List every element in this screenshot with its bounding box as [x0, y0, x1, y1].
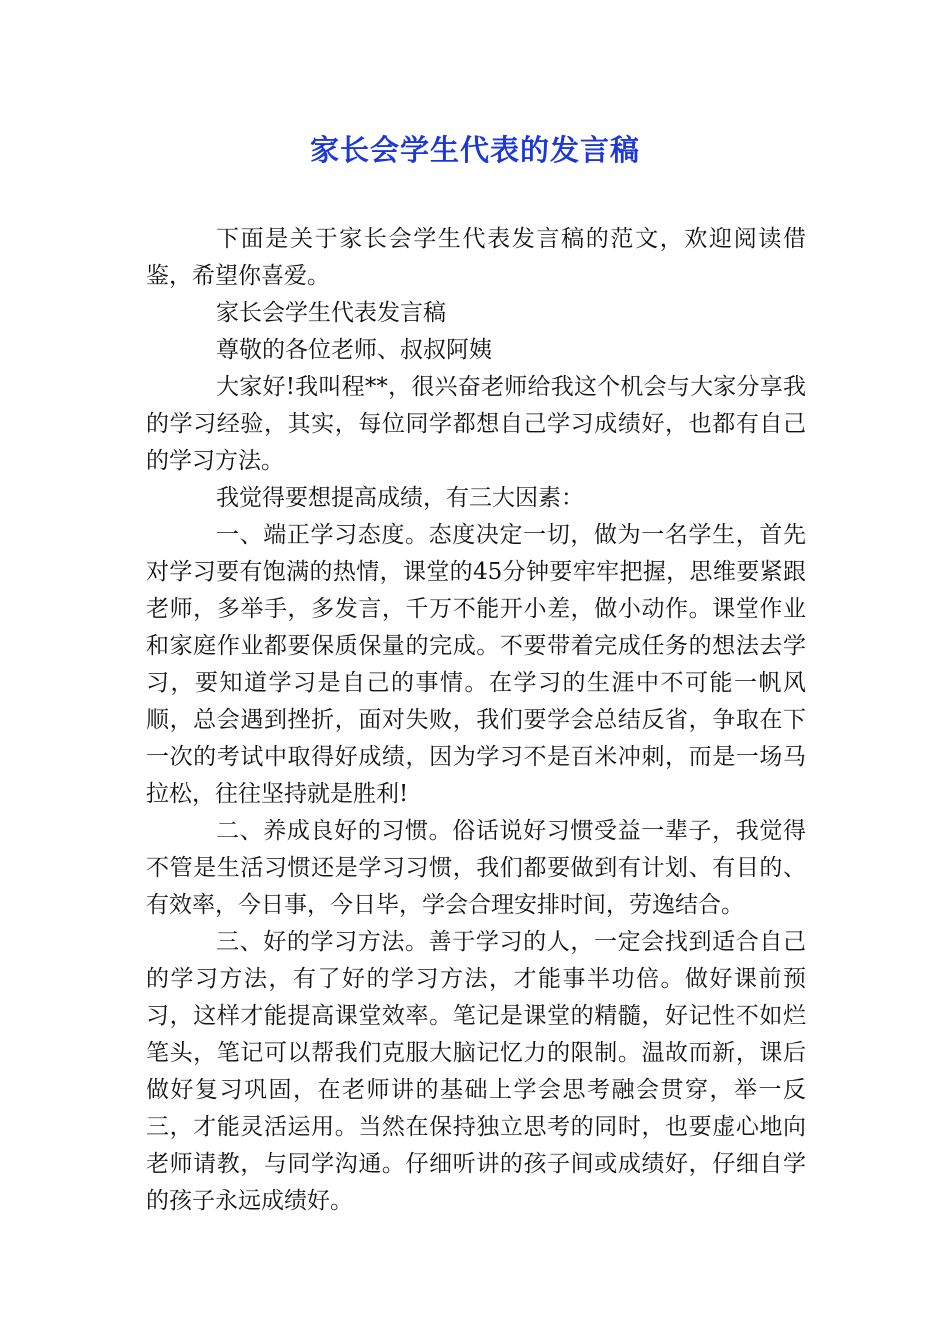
paragraph-salutation: 尊敬的各位老师、叔叔阿姨	[216, 337, 492, 363]
paragraph-heading: 家长会学生代表发言稿	[216, 300, 446, 326]
paragraph-factor-two: 二、养成良好的习惯。俗话说好习惯受益一辈子，我觉得不管是生活习惯还是学习习惯，我们都要做到有计划、有目的、有效率，今日事，今日毕，学会合理安排时间，劳逸结合。	[146, 818, 806, 918]
paragraph-intro: 下面是关于家长会学生代表发言稿的范文，欢迎阅读借鉴，希望你喜爱。	[146, 226, 806, 289]
document-body	[146, 221, 806, 1220]
paragraph-factor-three: 三、好的学习方法。善于学习的人，一定会找到适合自己的学习方法，有了好的学习方法，才能事半功倍。做好课前预习，这样才能提高课堂效率。笔记是课堂的精髓，好记性不如烂笔头，笔记可以帮我们克服大脑记忆力的限制。温故而新，课后做好复习巩固，在老师讲的基础上学会思考融会贯穿，举一反三，才能灵活运用。当然在保持独立思考的同时，也要虚心地向老师请教，与同学沟通。仔细听讲的孩子间或成绩好，仔细自学的孩子永远成绩好。	[146, 929, 806, 1214]
paragraph-factor-one: 一、端正学习态度。态度决定一切，做为一名学生，首先对学习要有饱满的热情，课堂的45分钟要牢牢把握，思维要紧跟老师，多举手，多发言，千万不能开小差，做小动作。课堂作业和家庭作业都要保质保量的完成。不要带着完成任务的想法去学习，要知道学习是自己的事情。在学习的生涯中不可能一帆风顺，总会遇到挫折，面对失败，我们要学会总结反省，争取在下一次的考试中取得好成绩，因为学习不是百米冲刺，而是一场马拉松，往往坚持就是胜利!	[146, 522, 806, 807]
paragraph-greeting: 大家好!我叫程**，很兴奋老师给我这个机会与大家分享我的学习经验，其实，每位同学都想自己学习成绩好，也都有自己的学习方法。	[146, 374, 806, 474]
paragraph-factors-intro: 我觉得要想提高成绩，有三大因素：	[216, 485, 584, 511]
document-title: 家长会学生代表的发言稿	[309, 133, 640, 167]
